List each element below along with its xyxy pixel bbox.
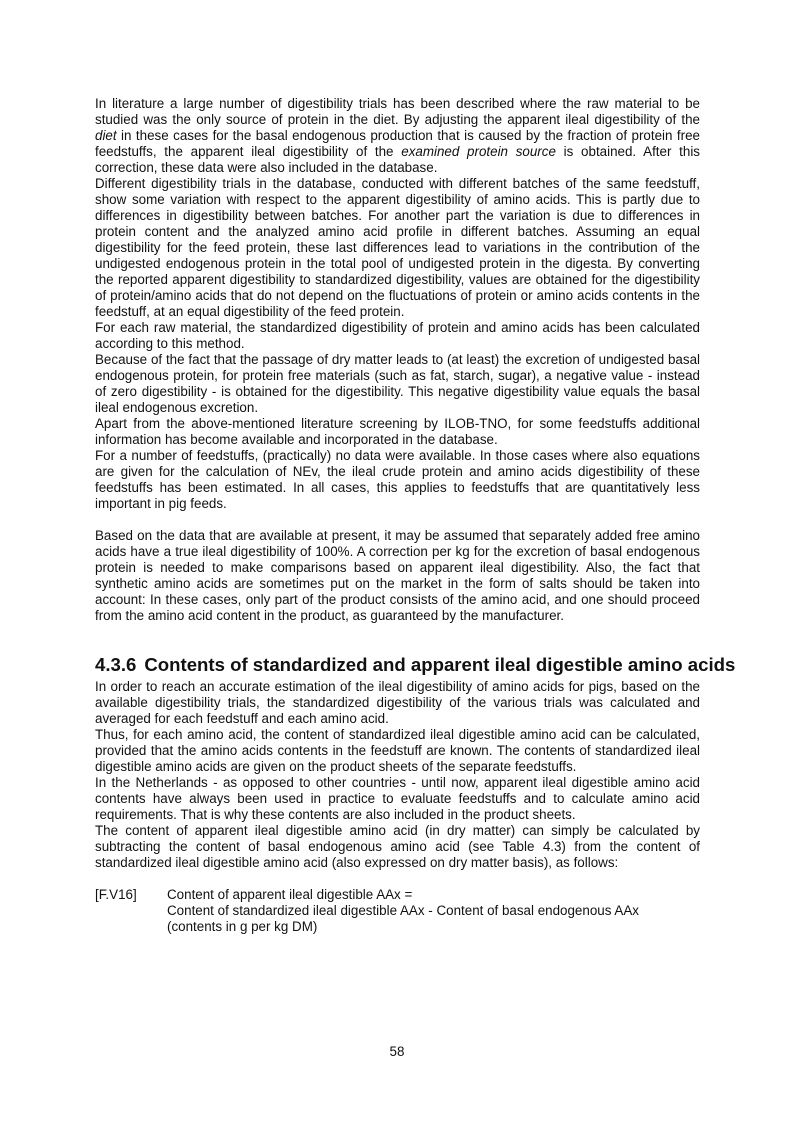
paragraph: Different digestibility trials in the database, conducted with different batches of the same feedstuff, show some variation with respect to the apparent digestibility of amino acids. This is partly due to differences in digestibility between batches. For another part the variation is due to differences in protein content and the analyzed amino acid profile in different batches. Assuming an equal digestibility for the feed protein, these last differences lead to variations in the contribution of the undigested endogenous protein in the total pool of undigested protein in the digesta. By converting the reported apparent digestibility to standardized digestibility, values are obtained for the digestibility of protein/amino acids that do not depend on the fluctuations of protein or amino acids contents in the feedstuff, at an equal digestibility of the feed protein.	[95, 176, 700, 319]
formula-line: Content of apparent ileal digestible AAx =	[167, 887, 413, 902]
text: is obtained. After this correction, these data were also included in the database.	[95, 144, 700, 175]
formula-line: Content of standardized ileal digestible AAx - Content of basal endogenous AAx	[167, 903, 639, 918]
paragraph	[95, 96, 700, 176]
paragraph: In the Netherlands - as opposed to other countries - until now, apparent ileal digestible amino acid contents have always been used in practice to evaluate feedstuffs and to calculate amino acid requirements. That is why these contents are also included in the product sheets.	[95, 775, 700, 822]
paragraph: For a number of feedstuffs, (practically) no data were available. In those cases where also equations are given for the calculation of NEv, the ileal crude protein and amino acids digestibility of these feedstuffs has been estimated. In all cases, this applies to feedstuffs that are quantitatively less important in pig feeds.	[95, 448, 700, 511]
paragraph: Based on the data that are available at present, it may be assumed that separately added free amino acids have a true ileal digestibility of 100%. A correction per kg for the excretion of basal endogenous protein is needed to make comparisons based on apparent ileal digestibility. Also, the fact that synthetic amino acids are sometimes put on the market in the form of salts should be taken into account: In these cases, only part of the product consists of the amino acid, and one should proceed from the amino acid content in the product, as guaranteed by the manufacturer.	[95, 528, 700, 623]
section-heading	[95, 654, 736, 676]
document-page	[95, 96, 736, 935]
paragraph: Because of the fact that the passage of dry matter leads to (at least) the excretion of undigested basal endogenous protein, for protein free materials (such as fat, starch, sugar), a negative value - instead of zero digestibility - is obtained for the digestibility. This negative digestibility value equals the basal ileal endogenous excretion.	[95, 352, 700, 415]
spacer	[95, 512, 700, 528]
formula-body	[167, 887, 639, 935]
text: In literature a large number of digestibility trials has been described where the raw material to be studied was the only source of protein in the diet. By adjusting the apparent ileal digestibility of the	[95, 96, 700, 127]
italic-text: diet	[95, 128, 117, 143]
paragraph: The content of apparent ileal digestible amino acid (in dry matter) can simply be calculated by subtracting the content of basal endogenous amino acid (see Table 4.3) from the content of standardized ileal digestible amino acid (also expressed on dry matter basis), as follows:	[95, 823, 700, 870]
section-number: 4.3.6	[95, 654, 137, 675]
formula-line: (contents in g per kg DM)	[167, 919, 318, 934]
paragraph: For each raw material, the standardized digestibility of protein and amino acids has been calculated according to this method.	[95, 320, 700, 351]
text: in these cases for the basal endogenous production that is caused by the fraction of protein free feedstuffs, the apparent ileal digestibility of the	[95, 128, 700, 159]
formula-block	[95, 887, 700, 935]
paragraph: Thus, for each amino acid, the content of standardized ileal digestible amino acid can be calculated, provided that the amino acids contents in the feedstuff are known. The contents of standardized ileal digestible amino acids are given on the product sheets of the separate feedstuffs.	[95, 727, 700, 774]
italic-text: examined protein source	[401, 144, 556, 159]
formula-label: [F.V16]	[95, 887, 137, 902]
page-number: 58	[389, 1044, 405, 1059]
section-title: Contents of standardized and apparent ileal digestible amino acids	[144, 654, 736, 675]
paragraph: In order to reach an accurate estimation of the ileal digestibility of amino acids for pigs, based on the available digestibility trials, the standardized digestibility of the various trials was calculated and averaged for each feedstuff and each amino acid.	[95, 679, 700, 726]
paragraph: Apart from the above-mentioned literature screening by ILOB-TNO, for some feedstuffs additional information has become available and incorporated in the database.	[95, 416, 700, 447]
